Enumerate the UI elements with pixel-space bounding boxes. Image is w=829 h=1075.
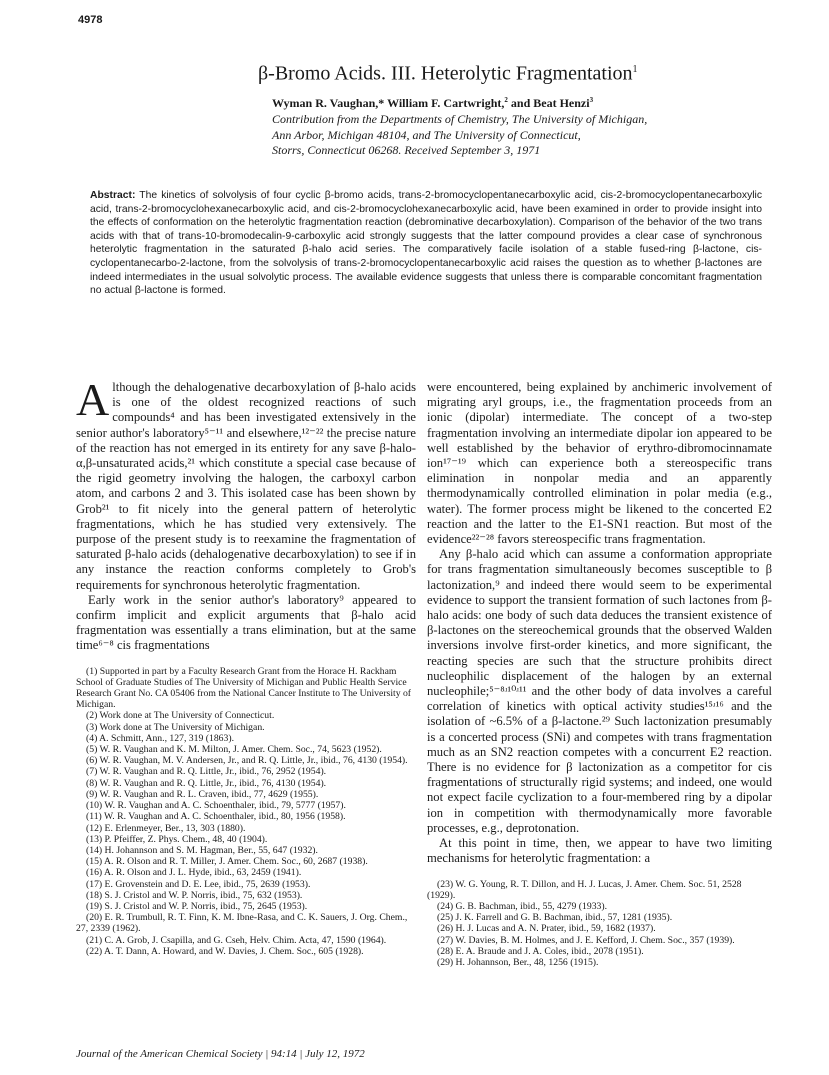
footnote: (3) Work done at The University of Michigan. — [86, 721, 265, 733]
footnote: (8) W. R. Vaughan and R. Q. Little, Jr., ibid., 76, 4130 (1954). — [86, 777, 327, 789]
footnote: (21) C. A. Grob, J. Csapilla, and G. Cseh, Helv. Chim. Acta, 47, 1590 (1964). — [86, 934, 387, 946]
body-paragraph — [76, 374, 416, 593]
affiliation-line: Ann Arbor, Michigan 48104, and The University of Connecticut, — [272, 127, 581, 142]
author-ref: 3 — [589, 96, 594, 104]
drop-cap: A — [76, 374, 110, 425]
paragraph-text: lthough the dehalogenative decarboxylation of β-halo acids is one of the oldest recognized reactions of such compounds⁴ and has been investigated extensively in the senior author's laboratory⁵⁻¹¹ and elsewhere,¹²⁻²² the precise nature of the reaction has not emerged in its entirety for any save β-halo-α,β-unsaturated acids,²¹ which constitute a special case because of the rigid geometry involving the halogen, the carboxyl carbon atom, and carbons 2 and 3. This isolated case has been shown by Grob²¹ to fit nicely into the general pattern of heterolytic fragmentations, which he has studied very extensively. The purpose of the present study is to reexamine the fragmentation of saturated β-halo acids (dehalogenative decarboxylation) to see if in any instance the reaction conforms completely to Grob's requirements for synchronous heterolytic fragmentation. — [76, 380, 416, 592]
affiliation — [272, 112, 772, 159]
page-number: 4978 — [78, 14, 103, 26]
affiliation-line: Contribution from the Departments of Chemistry, The University of Michigan, — [272, 112, 648, 126]
footnote: (29) H. Johannson, Ber., 48, 1256 (1915). — [437, 956, 599, 968]
footnote: (7) W. R. Vaughan and R. Q. Little, Jr., ibid., 76, 2952 (1954). — [86, 766, 327, 778]
abstract-text: The kinetics of solvolysis of four cyclic β-bromo acids, trans-2-bromocyclopentanecarboxylic acid, cis-2-bromocyclopentanecarboxylic acid, trans-2-bromocyclohexanecarboxylic acid, and cis-2-bromocyclohexanecarboxylic acid, have been examined in order to provide insight into the effects of conformation on the heterolytic fragmentation reaction (debrominative decarboxylation). Comparison of the behavior of the two trans acids with that of trans-10-bromodecalin-9-carboxylic acid strongly suggests that the latter compound provides a clear case of synchronous heterolytic fragmentation in the saturated β-halo acid series. The comparatively facile isolation of a stable fused-ring β-lactone, cis-cyclopentanecarbo-2-lactone, from the solvolysis of trans-2-bromocyclopentanecarboxylic acid raises the question as to whether β-lactones are indeed intermediates in the usual solvolytic process. The available evidence suggests that unless there is comparable concomitant fragmentation no actual β-lactone is formed. — [90, 190, 763, 297]
footnote: (12) E. Erlenmeyer, Ber., 13, 303 (1880). — [86, 822, 246, 834]
body-paragraph: Early work in the senior author's laboratory⁹ appeared to confirm implicit and explicit arguments that β-halo acid fragmentation was essentially a trans elimination, but at the same time⁶⁻⁸ cis fragmentations — [76, 592, 416, 653]
footnote: (17) E. Grovenstein and D. E. Lee, ibid., 75, 2639 (1953). — [86, 878, 311, 890]
footnote: (15) A. R. Olson and R. T. Miller, J. Amer. Chem. Soc., 60, 2687 (1938). — [86, 856, 368, 868]
footnote: (1) Supported in part by a Faculty Research Grant from the Horace H. Rackham School of Graduate Studies of The University of Michigan and Public Health Service Research Grant No. CA 05406 from the National Cancer Institute to The University of Michigan. — [76, 665, 412, 711]
footnote: (16) A. R. Olson and J. L. Hyde, ibid., 63, 2459 (1941). — [86, 867, 302, 879]
body-paragraph: Any β-halo acid which can assume a conformation appropriate for trans fragmentation simultaneously becomes susceptible to β lactonization,⁹ and indeed there would seem to be experimental evidence to support the transient formation of such lactones from β-halo acids: one body of such data deduces the transient existence of β-lactones on the stereochemical grounds that the observed Walden inversions involve first-order kinetics, and more significant, the reacting species are such that the structure prohibits direct nucleophilic displacement of the halogen by an external nucleophile;⁵⁻⁸ʴ¹⁰ʴ¹¹ and the other body of data involves a careful correlation of kinetics with optical activity studies¹⁵ʴ¹⁶ and the isolation of ~6.5% of a β-lactone.²⁹ Such lactonization presumably is a concerted process (SNi) and competes with trans fragmentation much as an SN2 reaction competes with a concurrent E2 reaction. There is no evidence for β lactonization as a competitor for cis fragmentations of structurally rigid systems; and indeed, one would not expect facile cyclization to a four-membered ring by a dipolar ion in competition with thermodynamically more favorable processes, e.g., deprotonation. — [427, 547, 772, 835]
footnote: (4) A. Schmitt, Ann., 127, 319 (1863). — [86, 732, 234, 744]
title-footnote-ref: 1 — [632, 64, 638, 75]
footnote: (27) W. Davies, B. M. Holmes, and J. E. Kefford, J. Chem. Soc., 357 (1939). — [437, 934, 735, 946]
footnote: (24) G. B. Bachman, ibid., 55, 4279 (1933). — [437, 900, 608, 912]
footnote: (23) W. G. Young, R. T. Dillon, and H. J. Lucas, J. Amer. Chem. Soc. 51, 2528 (1929). — [427, 878, 742, 901]
body-paragraph: were encountered, being explained by anchimeric involvement of migrating aryl groups, i.e., the fragmentation proceeds from an ionic (dipolar) intermediate. The concept of a two-step fragmentation involving an intermediate dipolar ion appeared to be well established by the behavior of erythro-dibromocinnamate ion¹⁷⁻¹⁹ which can experience both a stereospecific trans elimination in nonpolar media and an apparently thermodynamically controlled elimination in polar media (e.g., water). The former process might be likened to the concerted E2 reaction and the latter to the E1-SN1 reaction. But most of the evidence²²⁻²⁸ favors stereospecific trans fragmentation. — [427, 380, 772, 547]
journal-footer: Journal of the American Chemical Society | 94:14 | July 12, 1972 — [76, 1048, 365, 1060]
author-list — [272, 93, 792, 111]
footnotes — [76, 666, 416, 957]
left-column — [76, 374, 416, 957]
footnote: (19) S. J. Cristol and W. P. Norris, ibid., 75, 2645 (1953). — [86, 900, 308, 912]
abstract — [90, 189, 762, 298]
footnote: (11) W. R. Vaughan and A. C. Schoenthaler, ibid., 80, 1956 (1958). — [86, 811, 346, 823]
right-column — [427, 380, 772, 968]
footnote: (13) P. Pfeiffer, Z. Phys. Chem., 48, 40 (1904). — [86, 833, 268, 845]
body-paragraph: At this point in time, then, we appear to have two limiting mechanisms for heterolytic fragmentation: a — [427, 836, 772, 866]
footnote: (9) W. R. Vaughan and R. L. Craven, ibid., 77, 4629 (1955). — [86, 788, 319, 800]
affiliation-line: Storrs, Connecticut 06268. Received September 3, 1971 — [272, 143, 541, 157]
footnote: (5) W. R. Vaughan and K. M. Milton, J. Amer. Chem. Soc., 74, 5623 (1952). — [86, 744, 382, 756]
footnote: (18) S. J. Cristol and W. P. Norris, ibid., 75, 632 (1953). — [86, 889, 303, 901]
title-text: β-Bromo Acids. III. Heterolytic Fragmentation — [258, 62, 633, 85]
footnote: (2) Work done at The University of Connecticut. — [86, 710, 275, 722]
footnote: (26) H. J. Lucas and A. N. Prater, ibid., 59, 1682 (1937). — [437, 923, 656, 935]
footnote: (14) H. Johannson and S. M. Hagman, Ber., 55, 647 (1932). — [86, 844, 318, 856]
footnotes — [427, 879, 772, 969]
footnote: (20) E. R. Trumbull, R. T. Finn, K. M. Ibne-Rasa, and C. K. Sauers, J. Org. Chem., 27, 2339 (1962). — [76, 912, 408, 935]
author-name: and Beat Henzi — [510, 96, 590, 110]
footnote: (10) W. R. Vaughan and A. C. Schoenthaler, ibid., 79, 5777 (1957). — [86, 800, 346, 812]
footnote: (28) E. A. Braude and J. A. Coles, ibid., 2078 (1951). — [437, 945, 644, 957]
article-title — [258, 58, 778, 86]
footnote: (6) W. R. Vaughan, M. V. Andersen, Jr., and R. Q. Little, Jr., ibid., 76, 4130 (1954). — [86, 755, 408, 767]
footnote: (22) A. T. Dann, A. Howard, and W. Davies, J. Chem. Soc., 605 (1928). — [86, 945, 364, 957]
author-ref: 2 — [504, 96, 508, 104]
abstract-label: Abstract: — [90, 190, 136, 201]
footnote: (25) J. K. Farrell and G. B. Bachman, ibid., 57, 1281 (1935). — [437, 912, 673, 924]
author-name: Wyman R. Vaughan,* — [272, 96, 385, 110]
author-name: William F. Cartwright, — [387, 96, 505, 110]
